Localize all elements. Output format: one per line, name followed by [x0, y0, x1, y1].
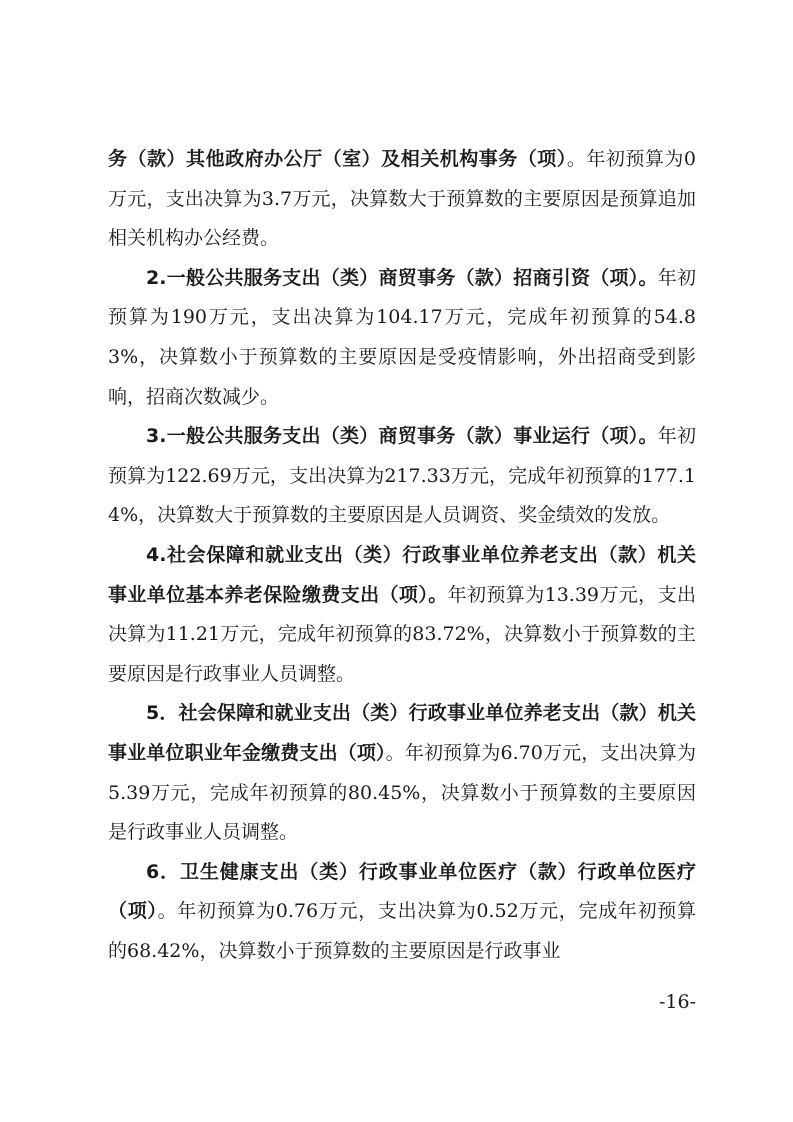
paragraph-heading: 务（款）其他政府办公厅（室）及相关机构事务（项） [108, 148, 567, 170]
paragraph-text: 。年初预算为0万元，支出决算为3.7万元，决算数大于预算数的主要原因是预算追加相关机构办公经费。 [108, 148, 696, 250]
paragraph-2 [108, 259, 696, 417]
paragraph-heading: 4.社会保障和就业支出（类）行政事业单位养老支出（款）机关事业单位基本养老保险缴费支出（项）。 [108, 543, 696, 606]
document-body [108, 140, 696, 971]
paragraph-text: 。年初预算为6.70万元，支出决算为5.39万元，完成年初预算的80.45%，决算数小于预算数的主要原因是行政事业人员调整。 [108, 741, 696, 844]
paragraph-1 [108, 140, 696, 259]
paragraph-5 [108, 694, 696, 852]
paragraph-heading: 6．卫生健康支出（类）行政事业单位医疗（款）行政单位医疗（项） [108, 860, 696, 923]
paragraph-text: 。年初预算为0.76万元，支出决算为0.52万元，完成年初预算的68.42%，决算数小于预算数的主要原因是行政事业 [108, 900, 696, 962]
paragraph-text: 年初预算为122.69万元，支出决算为217.33万元，完成年初预算的177.14%，决算数大于预算数的主要原因是人员调资、奖金绩效的发放。 [108, 425, 696, 527]
paragraph-text: 年初预算为13.39万元，支出决算为11.21万元，完成年初预算的83.72%，决算数小于预算数的主要原因是行政事业人员调整。 [108, 583, 696, 685]
page-number: -16- [658, 991, 696, 1013]
paragraph-heading: 3.一般公共服务支出（类）商贸事务（款）事业运行（项）。 [146, 425, 658, 448]
paragraph-3 [108, 417, 696, 536]
paragraph-text: 年初预算为190万元，支出决算为104.17万元，完成年初预算的54.83%，决算数小于预算数的主要原因是受疫情影响，外出招商受到影响，招商次数减少。 [108, 266, 696, 408]
paragraph-heading: 2.一般公共服务支出（类）商贸事务（款）招商引资（项）。 [146, 266, 658, 289]
paragraph-6 [108, 853, 696, 972]
paragraph-heading: 5．社会保障和就业支出（类）行政事业单位养老支出（款）机关事业单位职业年金缴费支出（项） [108, 702, 696, 764]
paragraph-4 [108, 536, 696, 694]
